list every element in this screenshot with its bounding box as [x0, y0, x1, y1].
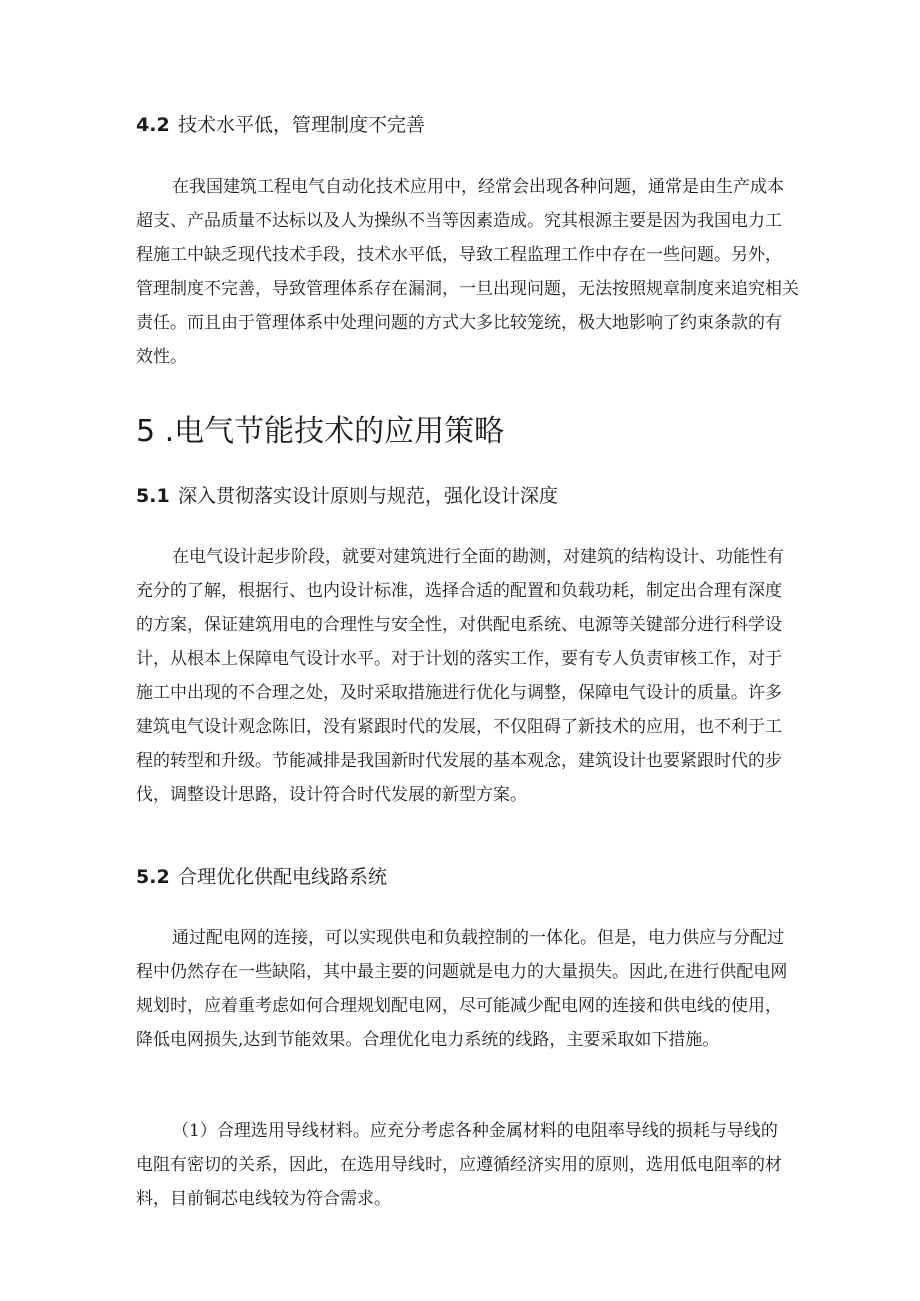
paragraph-line: 电阻有密切的关系，因此，在选用导线时，应遵循经济实用的原则，选用低电阻率的材 — [136, 1155, 782, 1175]
heading-title: 深入贯彻落实设计原则与规范，强化设计深度 — [178, 485, 559, 507]
paragraph-line: 管理制度不完善，导致管理体系存在漏洞，一旦出现问题，无法按照规章制度来追究相关 — [136, 279, 799, 299]
paragraph-5-1 — [136, 540, 796, 812]
heading-5-1 — [136, 484, 558, 508]
paragraph-line: 建筑电气设计观念陈旧，没有紧跟时代的发展，不仅阻碍了新技术的应用，也不利于工 — [136, 717, 782, 737]
heading-5-2 — [136, 865, 387, 889]
paragraph-line: 程施工中缺乏现代技术手段，技术水平低，导致工程监理工作中存在一些问题。另外， — [136, 245, 782, 265]
heading-title: 技术水平低，管理制度不完善 — [178, 114, 426, 136]
paragraph-line: 计，从根本上保障电气设计水平。对于计划的落实工作，要有专人负责审核工作，对于 — [136, 649, 782, 669]
paragraph-4-2 — [136, 170, 799, 374]
paragraph-line: 降低电网损失,达到节能效果。合理优化电力系统的线路，主要采取如下措施。 — [136, 1030, 720, 1050]
paragraph-line: 的方案，保证建筑用电的合理性与安全性，对供配电系统、电源等关键部分进行科学设 — [136, 615, 782, 635]
paragraph-line: 施工中出现的不合理之处，及时采取措施进行优化与调整，保障电气设计的质量。许多 — [136, 683, 782, 703]
paragraph-line: 料，目前铜芯电线较为符合需求。 — [136, 1189, 391, 1209]
paragraph-line: 充分的了解，根据行、也内设计标准，选择合适的配置和负载功耗，制定出合理有深度 — [136, 581, 782, 601]
paragraph-line: 超支、产品质量不达标以及人为操纵不当等因素造成。究其根源主要是因为我国电力工 — [136, 211, 782, 231]
paragraph-line: 通过配电网的连接，可以实现供电和负载控制的一体化。但是，电力供应与分配过 — [172, 928, 784, 948]
paragraph-line: 程中仍然存在一些缺陷，其中最主要的问题就是电力的大量损失。因此,在进行供配电网 — [136, 962, 788, 982]
paragraph-line: （1）合理选用导线材料。应充分考虑各种金属材料的电阻率导线的损耗与导线的 — [172, 1121, 778, 1141]
heading-title: 合理优化供配电线路系统 — [178, 866, 388, 888]
paragraph-line: 效性。 — [136, 347, 187, 367]
heading-number: 5.1 — [136, 485, 170, 507]
paragraph-line: 程的转型和升级。节能减排是我国新时代发展的基本观念，建筑设计也要紧跟时代的步 — [136, 751, 782, 771]
heading-number: 5.2 — [136, 866, 170, 888]
list-item-1 — [136, 1114, 796, 1216]
heading-4-2 — [136, 113, 425, 137]
paragraph-line: 伐，调整设计思路，设计符合时代发展的新型方案。 — [136, 785, 527, 805]
paragraph-5-2 — [136, 921, 796, 1057]
paragraph-line: 规划时，应着重考虑如何合理规划配电网，尽可能减少配电网的连接和供电线的使用， — [136, 996, 782, 1016]
paragraph-line: 责任。而且由于管理体系中处理问题的方式大多比较笼统，极大地影响了约束条款的有 — [136, 313, 782, 333]
paragraph-line: 在我国建筑工程电气自动化技术应用中，经常会出现各种问题，通常是由生产成本 — [172, 177, 784, 197]
paragraph-line: 在电气设计起步阶段，就要对建筑进行全面的勘测，对建筑的结构设计、功能性有 — [172, 547, 784, 567]
heading-5: 5 .电气节能技术的应用策略 — [136, 414, 505, 449]
heading-number: 4.2 — [136, 114, 170, 136]
